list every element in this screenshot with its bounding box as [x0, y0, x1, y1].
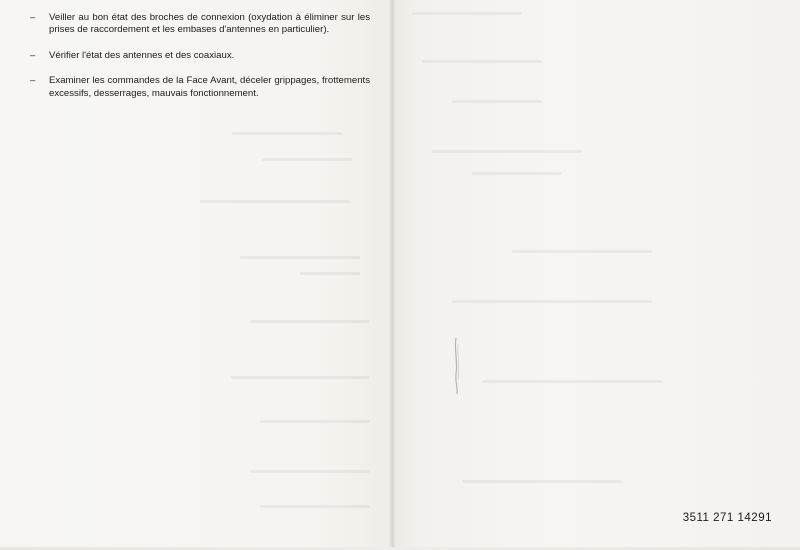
left-page: [0, 0, 392, 550]
document-reference-number: 3511 271 14291: [682, 512, 772, 524]
list-item-text: Veiller au bon état des broches de connexion (oxydation à éliminer sur les prises de raccordement et les embases d'antennes en particulier).: [49, 12, 370, 36]
list-item-text: Vérifier l'état des antennes et des coaxiaux.: [49, 49, 235, 61]
right-page: [392, 0, 800, 550]
center-fold: [389, 0, 395, 550]
list-item: [30, 12, 370, 37]
paper-crease-mark: [451, 336, 465, 396]
bullet-dash: –: [30, 12, 36, 23]
bullet-dash: –: [30, 49, 36, 61]
list-item: [30, 50, 370, 62]
maintenance-checklist: [30, 12, 370, 113]
list-item-text: Examiner les commandes de la Face Avant, déceler grippages, frottements excessifs, desserrages, mauvais fonctionnement.: [49, 75, 370, 99]
bullet-dash: –: [30, 75, 36, 87]
list-item: [30, 75, 370, 100]
